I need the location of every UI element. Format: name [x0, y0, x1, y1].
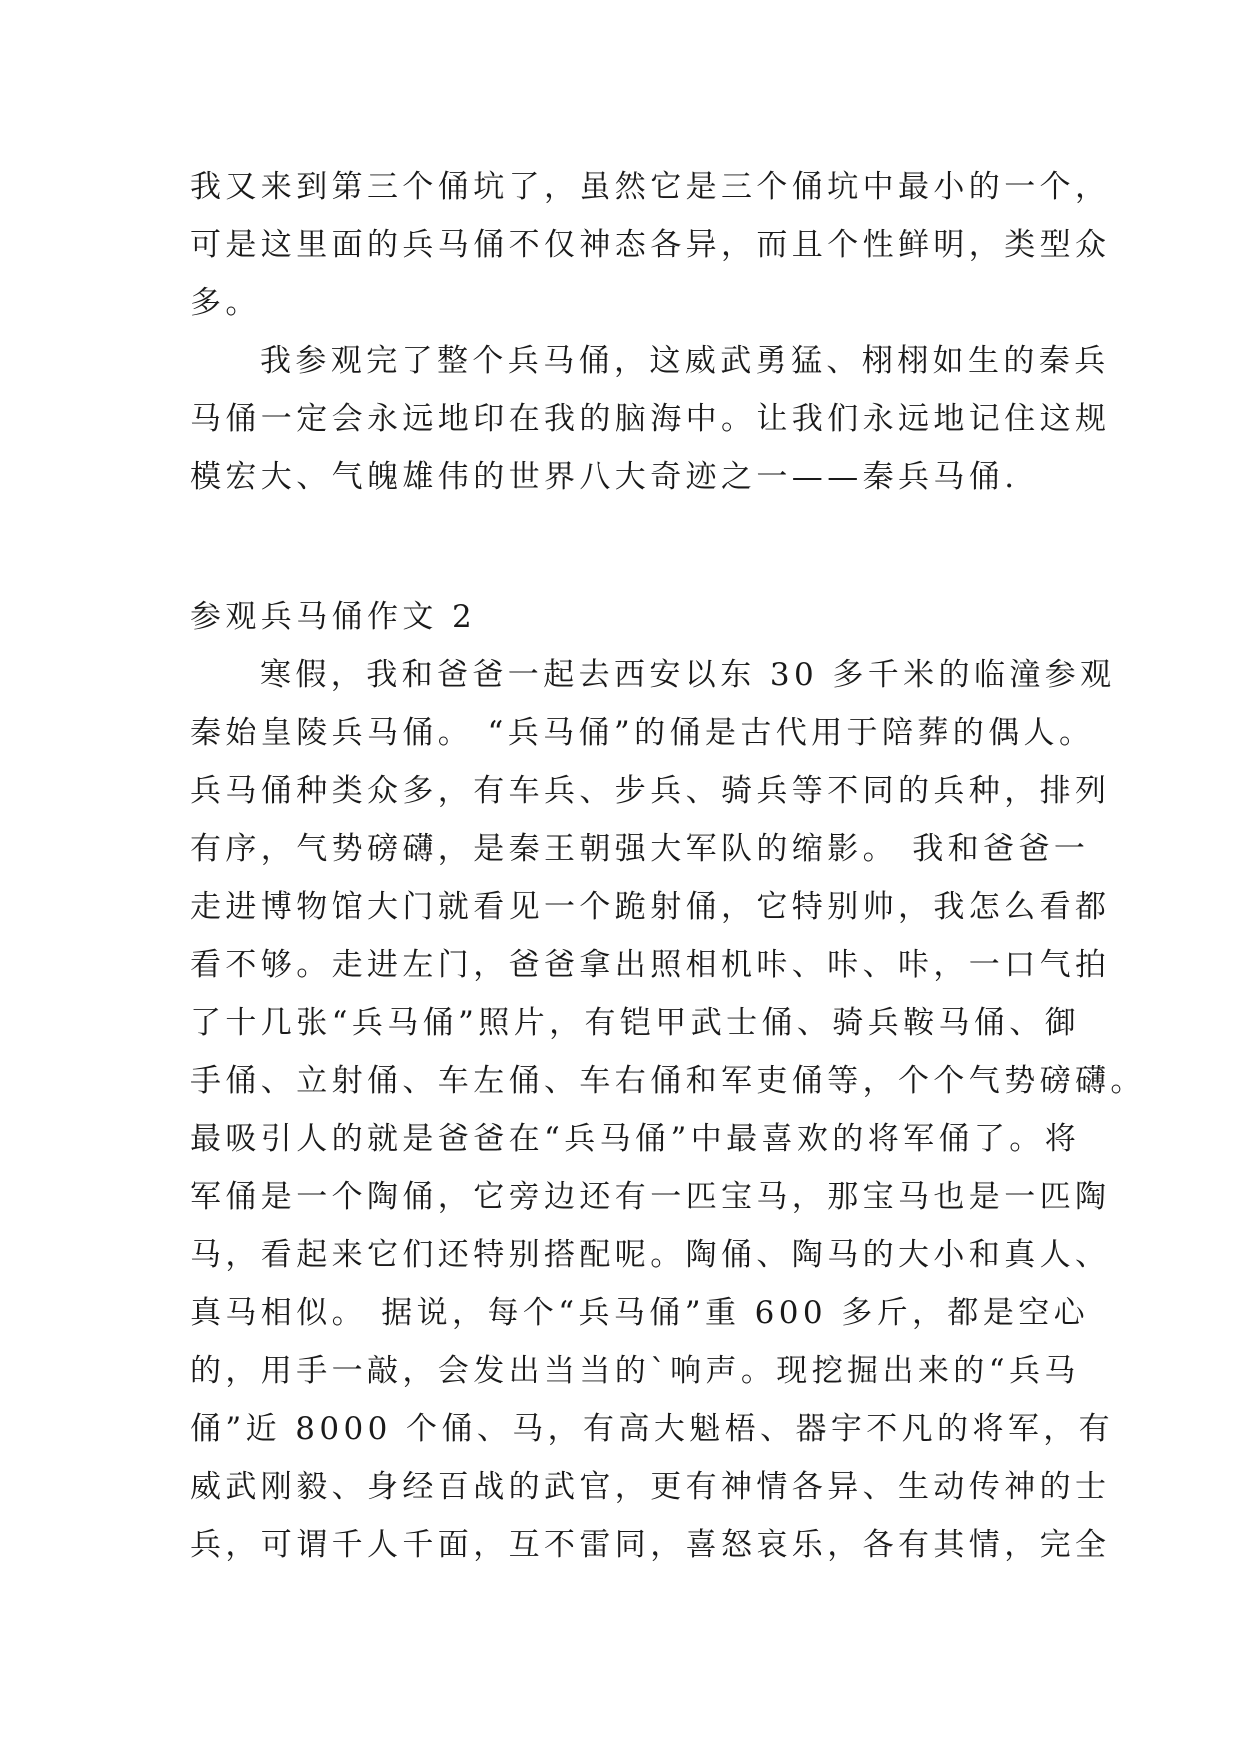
paragraph-3 — [190, 646, 1146, 1574]
text-line: 模宏大、气魄雄伟的世界八大奇迹之一——秦兵马俑. — [190, 459, 1019, 495]
text-line: 俑”近 8000 个俑、马，有高大魁梧、器宇不凡的将军，有 — [190, 1411, 1115, 1447]
text-line: 马，看起来它们还特别搭配呢。陶俑、陶马的大小和真人、 — [190, 1237, 1111, 1273]
text-line: 可是这里面的兵马俑不仅神态各异，而且个性鲜明，类型众 — [190, 227, 1111, 263]
text-line: 马俑一定会永远地印在我的脑海中。让我们永远地记住这规 — [190, 401, 1111, 437]
text-line: 手俑、立射俑、车左俑、车右俑和军吏俑等，个个气势磅礴。 — [190, 1063, 1146, 1099]
text-line: 威武刚毅、身经百战的武官，更有神情各异、生动传神的士 — [190, 1469, 1111, 1505]
paragraph-2 — [190, 332, 1111, 506]
text-line: 秦始皇陵兵马俑。 “兵马俑”的俑是古代用于陪葬的偶人。 — [190, 715, 1095, 751]
section-spacer — [190, 506, 1070, 588]
text-line: 寒假，我和爸爸一起去西安以东 30 多千米的临潼参观 — [260, 657, 1116, 693]
text-line: 我又来到第三个俑坑了，虽然它是三个俑坑中最小的一个， — [190, 169, 1111, 205]
text-line: 了十几张“兵马俑”照片，有铠甲武士俑、骑兵鞍马俑、御 — [190, 1005, 1081, 1041]
text-line: 有序，气势磅礴，是秦王朝强大军队的缩影。 我和爸爸一 — [190, 831, 1090, 867]
paragraph-1 — [190, 158, 1111, 332]
text-line: 最吸引人的就是爸爸在“兵马俑”中最喜欢的将军俑了。将 — [190, 1121, 1081, 1157]
text-line: 军俑是一个陶俑，它旁边还有一匹宝马，那宝马也是一匹陶 — [190, 1179, 1111, 1215]
section-title: 参观兵马俑作文 2 — [190, 599, 477, 635]
text-line: 的，用手一敲，会发出当当的`响声。现挖掘出来的“兵马 — [190, 1353, 1080, 1389]
document-page — [190, 158, 1146, 1574]
text-line: 兵马俑种类众多，有车兵、步兵、骑兵等不同的兵种，排列 — [190, 773, 1111, 809]
text-line: 我参观完了整个兵马俑，这威武勇猛、栩栩如生的秦兵 — [260, 343, 1110, 379]
text-line: 走进博物馆大门就看见一个跪射俑，它特别帅，我怎么看都 — [190, 889, 1111, 925]
text-line: 真马相似。 据说，每个“兵马俑”重 600 多斤，都是空心 — [190, 1295, 1090, 1331]
text-line: 兵，可谓千人千面，互不雷同，喜怒哀乐，各有其情，完全 — [190, 1527, 1111, 1563]
text-line: 多。 — [190, 285, 261, 321]
text-line: 看不够。走进左门，爸爸拿出照相机咔、咔、咔，一口气拍 — [190, 947, 1111, 983]
